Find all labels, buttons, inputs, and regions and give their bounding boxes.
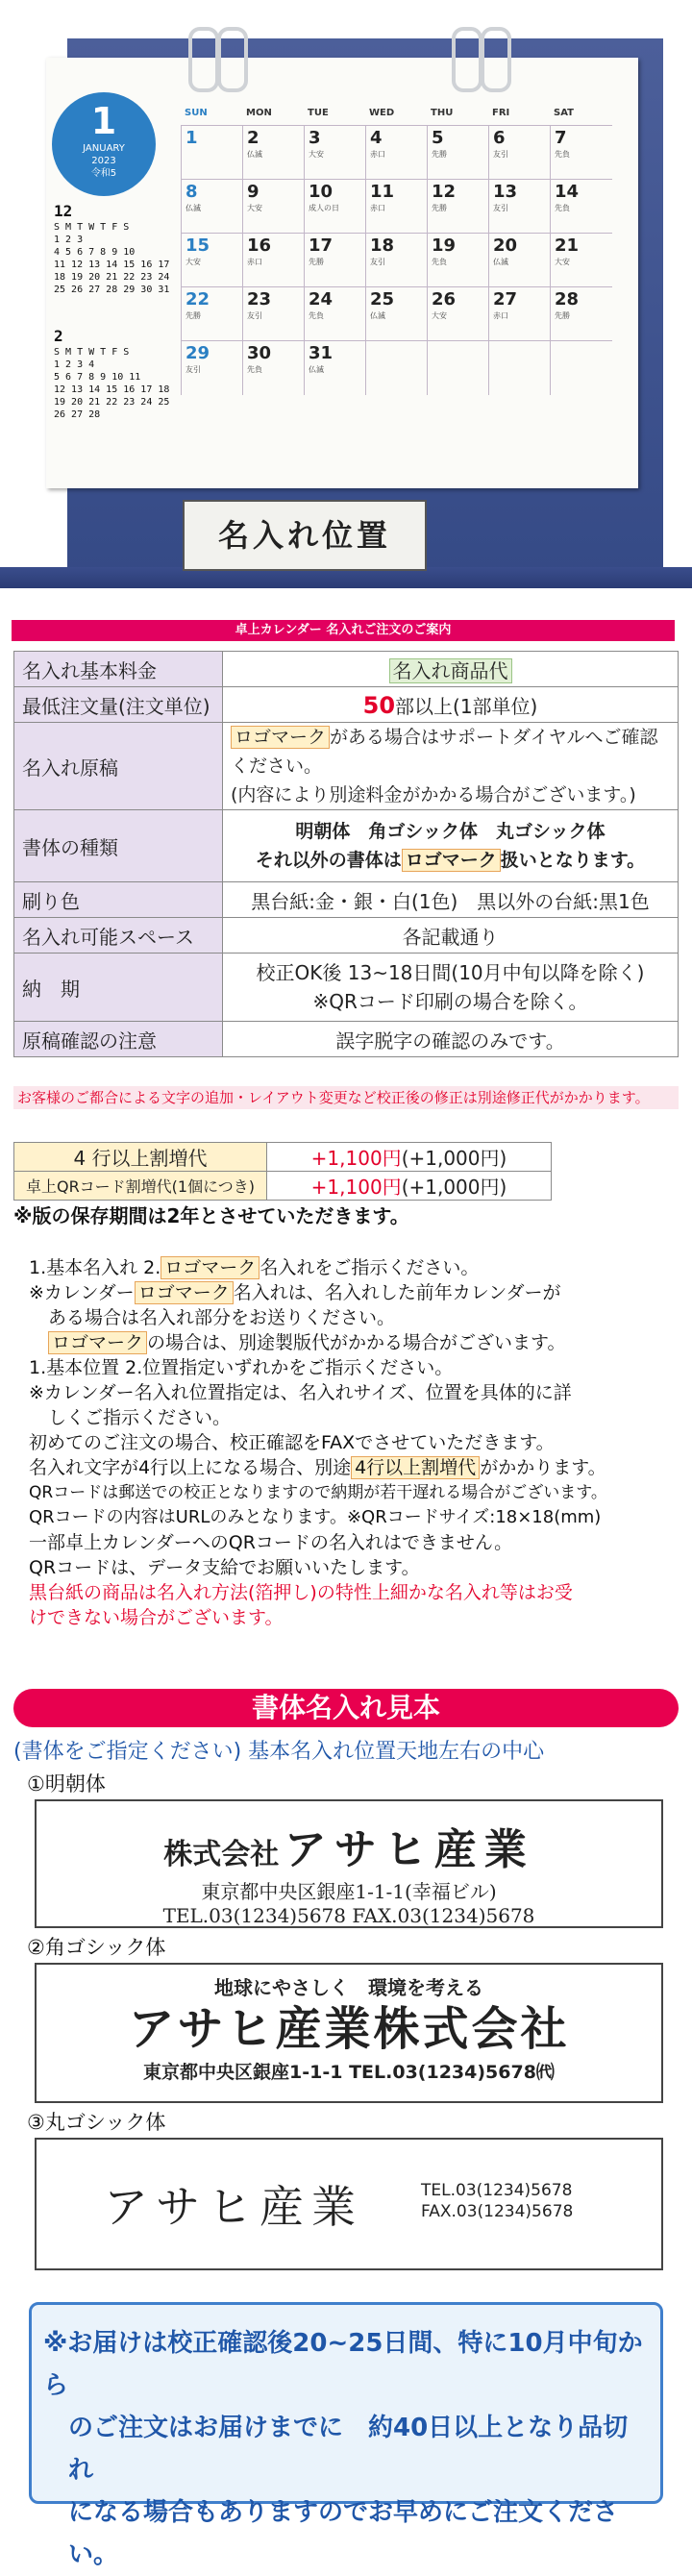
logo-mark-tag: ロゴマーク xyxy=(231,726,330,749)
day-rokuyo: 赤口 xyxy=(370,150,385,159)
day-rokuyo: 大安 xyxy=(185,258,201,266)
row-value xyxy=(223,723,679,810)
day-number: 5 xyxy=(432,128,444,148)
delivery-note xyxy=(29,2302,663,2569)
weekday-header: MON xyxy=(246,108,272,118)
year: 2023 xyxy=(91,156,116,166)
plate-storage-note: ※版の保存期間は2年とさせていただきます。 xyxy=(13,1204,409,1227)
day-rokuyo: 友引 xyxy=(247,311,262,320)
day-number: 4 xyxy=(370,128,383,148)
row-value xyxy=(223,810,679,882)
day-number: 15 xyxy=(185,235,210,256)
weekday-header: SUN xyxy=(185,108,208,118)
logo-mark-tag: ロゴマーク xyxy=(161,1256,260,1279)
day-rokuyo: 赤口 xyxy=(370,204,385,212)
table-row xyxy=(14,1022,679,1057)
binding-ring-left-2 xyxy=(217,27,248,92)
day-rokuyo: 先勝 xyxy=(185,311,201,320)
day-number: 13 xyxy=(493,182,518,202)
mini-calendar-february xyxy=(54,327,169,421)
row-value: 黒台紙:金・銀・白(1色) 黒以外の台紙:黒1色 xyxy=(223,882,679,918)
day-number: 25 xyxy=(370,289,395,310)
binding-ring-left xyxy=(188,27,219,92)
typeface-sample-subtitle: (書体をご指定ください) 基本名入れ位置天地左右の中心 xyxy=(13,1740,545,1764)
sample-mincho xyxy=(35,1799,663,1928)
price-excl-tax: (+1,000円) xyxy=(401,1176,507,1199)
min-quantity: 50 xyxy=(362,691,396,719)
calendar-day-cell xyxy=(550,179,612,234)
note-line: になる場合もありますのでお早めにご注文ください。 xyxy=(68,2498,619,2569)
address-phone: 東京都中央区銀座1-1-1 TEL.03(1234)5678㈹ xyxy=(143,2062,555,2083)
mini-calendar-line: 26 27 28 xyxy=(54,409,101,420)
day-number: 20 xyxy=(493,235,518,256)
day-rokuyo: 大安 xyxy=(309,150,324,159)
calendar-day-cell xyxy=(550,125,612,180)
table-row xyxy=(14,1143,552,1172)
day-rokuyo: 先勝 xyxy=(432,204,447,212)
calendar-day-cell xyxy=(427,179,489,234)
note-line: 1.基本位置 2.位置指定いずれかをご指示ください。 xyxy=(29,1357,454,1378)
row-key: 納 期 xyxy=(14,954,223,1022)
order-info-table xyxy=(13,651,679,1057)
calendar-day-cell xyxy=(242,286,305,341)
logo-mark-tag: ロゴマーク xyxy=(135,1281,234,1304)
order-info-title: 卓上カレンダー 名入れご注文のご案内 xyxy=(12,620,675,641)
calendar-illustration xyxy=(0,0,692,596)
text: がある場合はサポートダイヤルへご確認ください。 xyxy=(231,727,658,777)
calendar-day-cell xyxy=(304,179,366,234)
binding-ring-right xyxy=(452,27,482,92)
address: 東京都中央区銀座1-1-1(幸福ビル) xyxy=(201,1880,497,1903)
mini-calendar-line: 4 5 6 7 8 9 10 xyxy=(54,247,136,258)
calendar-day-cell xyxy=(365,125,428,180)
weekday-header: FRI xyxy=(492,108,510,118)
day-number: 21 xyxy=(555,235,580,256)
calendar-day-cell xyxy=(242,125,305,180)
row-value xyxy=(223,954,679,1022)
day-rokuyo: 仏滅 xyxy=(493,258,508,266)
day-number: 16 xyxy=(247,235,272,256)
text: ※QRコード印刷の場合を除く。 xyxy=(312,990,588,1013)
day-rokuyo: 先負 xyxy=(247,365,262,374)
day-rokuyo: 大安 xyxy=(432,311,447,320)
calendar-day-cell xyxy=(427,125,489,180)
table-row xyxy=(14,723,679,810)
logo-mark-tag: ロゴマーク xyxy=(402,849,501,872)
day-number: 1 xyxy=(185,128,198,148)
calendar-grid xyxy=(181,108,617,396)
day-number: 26 xyxy=(432,289,457,310)
calendar-day-cell xyxy=(488,179,551,234)
surcharge-table xyxy=(13,1142,552,1201)
revision-warning: お客様のご都合による文字の追加・レイアウト変更など校正後の修正は別途修正代がかかります。 xyxy=(13,1086,679,1109)
company-name: アサヒ産業株式会社 xyxy=(128,2002,570,2056)
sample-maru-gothic xyxy=(35,2138,663,2270)
month-name: JANUARY xyxy=(83,143,125,154)
note-line: のご注文はお届けまでに 約40日以上となり品切れ xyxy=(68,2414,629,2485)
price-excl-tax: (+1,000円) xyxy=(401,1147,507,1170)
day-rokuyo: 先負 xyxy=(555,204,570,212)
day-rokuyo: 仏滅 xyxy=(309,365,324,374)
weekday-header: THU xyxy=(431,108,454,118)
day-rokuyo: 友引 xyxy=(370,258,385,266)
row-value xyxy=(267,1143,552,1172)
day-number: 6 xyxy=(493,128,506,148)
day-rokuyo: 先勝 xyxy=(309,258,324,266)
mini-calendar-line: S M T W T F S xyxy=(54,347,130,358)
day-number: 18 xyxy=(370,235,395,256)
day-number: 2 xyxy=(247,128,260,148)
day-rokuyo: 友引 xyxy=(493,204,508,212)
calendar-day-cell xyxy=(242,179,305,234)
note-line: ロゴマーク の場合は、別途製版代がかかる場合がございます。 xyxy=(29,1330,673,1355)
row-value: 各記載通り xyxy=(223,918,679,954)
note-line: ※カレンダー ロゴマーク 名入れは、名入れした前年カレンダーが xyxy=(29,1282,561,1303)
row-key: 名入れ可能スペース xyxy=(14,918,223,954)
price: +1,100円 xyxy=(310,1147,402,1170)
calendar-day-cell xyxy=(181,340,243,395)
phone-fax: TEL.03(1234)5678 FAX.03(1234)5678 xyxy=(162,1904,535,1927)
note-line: QRコードは、データ支給でお願いいたします。 xyxy=(29,1557,420,1578)
sample-label-mincho: ①明朝体 xyxy=(27,1772,106,1796)
company-name: アサヒ産業 xyxy=(284,1825,534,1874)
day-number: 12 xyxy=(432,182,457,202)
day-number: 22 xyxy=(185,289,210,310)
day-rokuyo: 友引 xyxy=(493,150,508,159)
min-quantity-unit: 部以上(1部単位) xyxy=(395,694,538,718)
calendar-day-cell xyxy=(427,286,489,341)
text: 校正OK後 13~18日間(10月中旬以降を除く) xyxy=(256,961,645,984)
day-number: 23 xyxy=(247,289,272,310)
row-value xyxy=(223,687,679,723)
mini-calendar-line: 19 20 21 22 23 24 25 xyxy=(54,397,170,408)
mini-calendar-line: 12 xyxy=(54,202,73,220)
day-number: 29 xyxy=(185,343,210,363)
price: +1,100円 xyxy=(310,1176,402,1199)
calendar-day-cell xyxy=(181,233,243,287)
company-prefix: 株式会社 xyxy=(163,1838,280,1871)
calendar-page xyxy=(46,58,638,488)
day-number: 24 xyxy=(309,289,334,310)
note-line: QRコードは郵送での校正となりますので納期が若干遅れる場合がございます。 xyxy=(29,1483,607,1502)
row-key: 最低注文量(注文単位) xyxy=(14,687,223,723)
mini-calendar-line: 12 13 14 15 16 17 18 xyxy=(54,384,170,395)
day-number: 10 xyxy=(309,182,334,202)
text: 明朝体 角ゴシック体 丸ゴシック体 xyxy=(295,821,606,842)
day-number: 28 xyxy=(555,289,580,310)
weekday-header: TUE xyxy=(308,108,329,118)
phone: TEL.03(1234)5678 xyxy=(421,2181,573,2200)
note-line: しくご指示ください。 xyxy=(48,1407,232,1428)
calendar-day-cell xyxy=(365,286,428,341)
calendar-day-cell xyxy=(365,233,428,287)
month-number: 1 xyxy=(90,100,117,142)
text: (内容により別途料金がかかる場合がございます。) xyxy=(231,784,636,805)
note-line: けできない場合がございます。 xyxy=(29,1607,284,1628)
row-value xyxy=(267,1172,552,1201)
calendar-day-cell xyxy=(488,125,551,180)
row-value: 誤字脱字の確認のみです。 xyxy=(223,1022,679,1057)
table-row xyxy=(14,652,679,687)
company-name: アサヒ産業 xyxy=(104,2181,363,2233)
mini-calendar-december xyxy=(54,202,169,296)
sample-label-kaku-gothic: ②角ゴシック体 xyxy=(27,1936,166,1959)
row-value xyxy=(223,652,679,687)
row-key: 名入れ原稿 xyxy=(14,723,223,810)
mini-calendar-line: 11 12 13 14 15 16 17 xyxy=(54,260,170,270)
day-rokuyo: 赤口 xyxy=(493,311,508,320)
weekday-header: SAT xyxy=(554,108,574,118)
day-rokuyo: 赤口 xyxy=(247,258,262,266)
mini-calendar-line: 25 26 27 28 29 30 31 xyxy=(54,285,170,295)
calendar-day-cell xyxy=(304,125,366,180)
table-row xyxy=(14,954,679,1022)
table-row xyxy=(14,918,679,954)
calendar-day-cell xyxy=(488,233,551,287)
note-line: ある場合は名入れ部分をお送りください。 xyxy=(48,1307,396,1328)
calendar-day-cell xyxy=(242,233,305,287)
day-number: 3 xyxy=(309,128,321,148)
calendar-day-cell xyxy=(304,340,366,395)
binding-ring-right-2 xyxy=(481,27,511,92)
tagline: 地球にやさしく 環境を考える xyxy=(214,1976,483,1999)
note-line: 初めてのご注文の場合、校正確認をFAXでさせていただきます。 xyxy=(29,1432,555,1453)
text: それ以外の書体は xyxy=(255,850,402,871)
row-key: 書体の種類 xyxy=(14,810,223,882)
day-number: 7 xyxy=(555,128,567,148)
calendar-day-cell xyxy=(427,233,489,287)
mini-calendar-line: 18 19 20 21 22 23 24 xyxy=(54,272,170,283)
note-line: ※お届けは校正確認後20~25日間、特に10月中旬から xyxy=(43,2329,643,2400)
table-row xyxy=(14,882,679,918)
sample-label-maru-gothic: ③丸ゴシック体 xyxy=(27,2111,166,2134)
calendar-day-cell xyxy=(181,179,243,234)
sample-kaku-gothic xyxy=(35,1963,663,2103)
day-number: 27 xyxy=(493,289,518,310)
day-number: 30 xyxy=(247,343,272,363)
calendar-day-cell xyxy=(242,340,305,395)
row-key: 名入れ基本料金 xyxy=(14,652,223,687)
calendar-day-cell xyxy=(365,179,428,234)
table-row xyxy=(14,687,679,723)
notes-block xyxy=(29,1255,673,1630)
day-rokuyo: 先勝 xyxy=(555,311,570,320)
note-line: 名入れ文字が4行以上になる場合、別途 4行以上割増代 がかかります。 xyxy=(29,1457,606,1478)
day-rokuyo: 先負 xyxy=(432,258,447,266)
calendar-day-cell xyxy=(181,286,243,341)
weekday-header: WED xyxy=(369,108,395,118)
note-line: 1.基本名入れ 2. ロゴマーク 名入れをご指示ください。 xyxy=(29,1257,480,1278)
tag: 名入れ商品代 xyxy=(389,658,512,683)
day-number: 11 xyxy=(370,182,395,202)
month-badge xyxy=(52,92,156,196)
day-rokuyo: 友引 xyxy=(185,365,201,374)
logo-mark-tag: ロゴマーク xyxy=(48,1331,147,1354)
mini-calendar-line: 1 2 3 4 xyxy=(54,359,95,370)
day-rokuyo: 先負 xyxy=(555,150,570,159)
mini-calendar-line: 5 6 7 8 9 10 11 xyxy=(54,372,141,383)
calendar-day-cell xyxy=(550,340,612,395)
row-key: 刷り色 xyxy=(14,882,223,918)
calendar-day-cell xyxy=(304,286,366,341)
japanese-era: 令和5 xyxy=(90,168,117,179)
day-rokuyo: 大安 xyxy=(555,258,570,266)
calendar-day-cell xyxy=(488,286,551,341)
day-number: 17 xyxy=(309,235,334,256)
note-line: 黒台紙の商品は名入れ方法(箔押し)の特性上細かな名入れ等はお受 xyxy=(29,1582,573,1603)
table-row xyxy=(14,1172,552,1201)
row-key: 原稿確認の注意 xyxy=(14,1022,223,1057)
note-line: 一部卓上カレンダーへのQRコードの名入れはできません。 xyxy=(29,1532,513,1553)
calendar-day-cell xyxy=(427,340,489,395)
calendar-day-cell xyxy=(304,233,366,287)
mini-calendar-line: 1 2 3 xyxy=(54,235,84,245)
row-key: 卓上QRコード割増代(1個につき) xyxy=(14,1172,267,1201)
day-rokuyo: 大安 xyxy=(247,204,262,212)
day-rokuyo: 先勝 xyxy=(432,150,447,159)
surcharge-tag: 4行以上割増代 xyxy=(351,1456,480,1479)
calendar-day-cell xyxy=(488,340,551,395)
name-position-box: 名入れ位置 xyxy=(183,500,427,571)
row-key: 4 行以上割増代 xyxy=(14,1143,267,1172)
day-rokuyo: 仏滅 xyxy=(370,311,385,320)
note-line: QRコードの内容はURLのみとなります。※QRコードサイズ:18×18(mm) xyxy=(29,1507,602,1527)
day-number: 19 xyxy=(432,235,457,256)
table-row xyxy=(14,810,679,882)
mini-calendar-line: 2 xyxy=(54,327,63,345)
day-rokuyo: 仏滅 xyxy=(185,204,201,212)
day-number: 14 xyxy=(555,182,580,202)
fax: FAX.03(1234)5678 xyxy=(421,2202,574,2221)
day-rokuyo: 先負 xyxy=(309,311,324,320)
day-number: 8 xyxy=(185,182,198,202)
calendar-day-cell xyxy=(365,340,428,395)
note-line: ※カレンダー名入れ位置指定は、名入れサイズ、位置を具体的に詳 xyxy=(29,1382,572,1403)
calendar-day-cell xyxy=(181,125,243,180)
text: 扱いとなります。 xyxy=(500,850,646,871)
calendar-day-cell xyxy=(550,233,612,287)
day-number: 9 xyxy=(247,182,260,202)
day-rokuyo: 成人の日 xyxy=(309,204,339,212)
day-rokuyo: 仏滅 xyxy=(247,150,262,159)
mini-calendar-line: S M T W T F S xyxy=(54,222,130,233)
day-number: 31 xyxy=(309,343,334,363)
calendar-day-cell xyxy=(550,286,612,341)
typeface-sample-title: 書体名入れ見本 xyxy=(13,1689,679,1727)
